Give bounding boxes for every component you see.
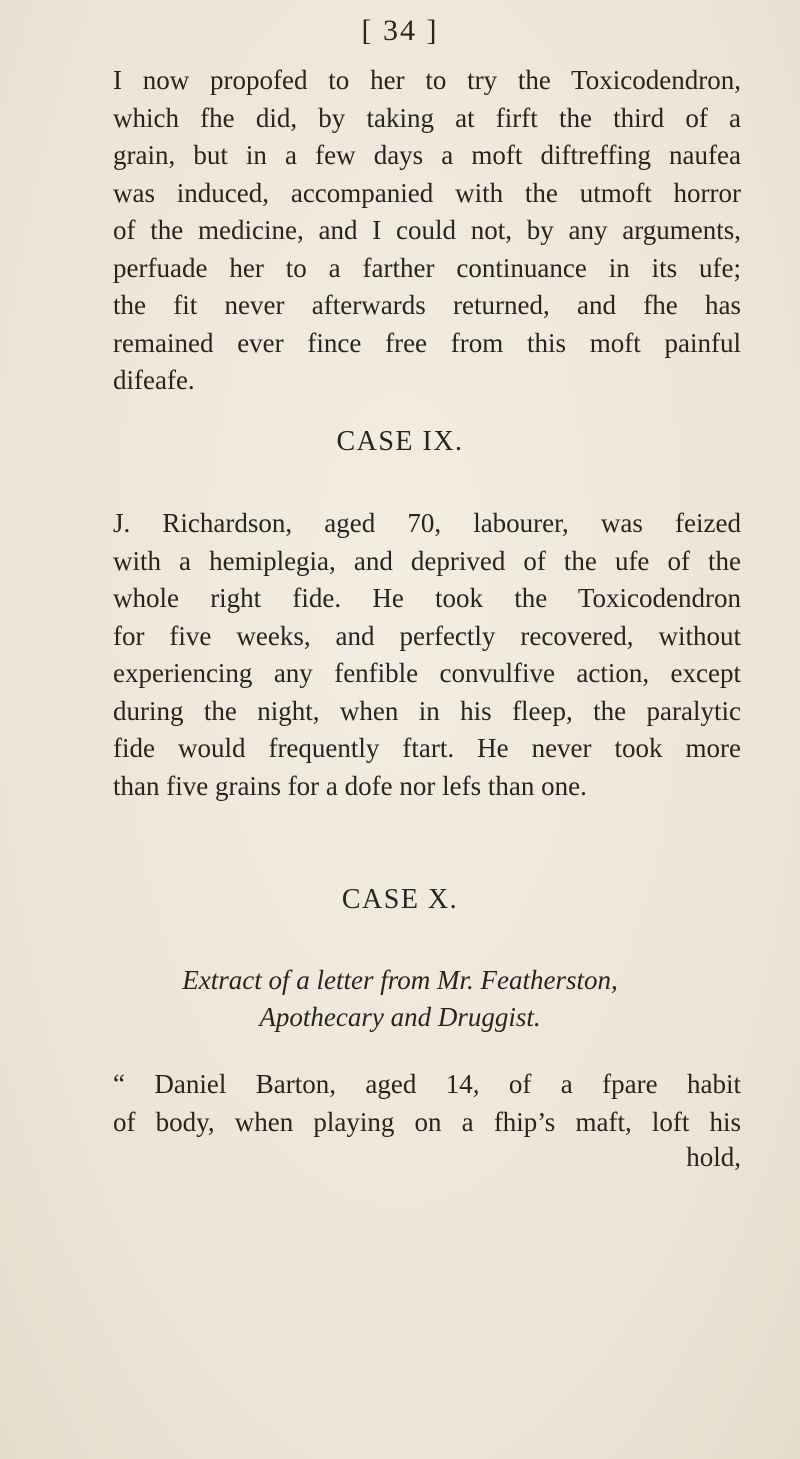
paragraph-case9 bbox=[113, 505, 741, 805]
text-line: which fhe did, by taking at firft the third of a bbox=[113, 102, 741, 133]
case-ix-heading: CASE IX. bbox=[336, 426, 464, 457]
text-line: than five grains for a dofe nor lefs than one. bbox=[113, 770, 587, 801]
text-line: for five weeks, and perfectly recovered, without bbox=[113, 620, 741, 651]
case-x-heading: CASE X. bbox=[341, 884, 459, 915]
text-line: of the medicine, and I could not, by any arguments, bbox=[113, 215, 741, 245]
text-line: “ Daniel Barton, aged 14, of a fpare habit bbox=[113, 1069, 741, 1099]
text-line: I now propofed to her to try the Toxicodendron, bbox=[113, 65, 741, 95]
text-line: perfuade her to a farther continuance in its ufe; bbox=[113, 252, 741, 283]
text-line: experiencing any fenfible convulfive action, except bbox=[113, 658, 741, 688]
page-number-header: [ 34 ] bbox=[361, 14, 439, 47]
text-line: the fit never afterwards returned, and fhe has bbox=[113, 290, 741, 320]
text-line: fide would frequently ftart. He never took more bbox=[113, 733, 741, 763]
text-line: difeafe. bbox=[113, 365, 195, 395]
catchword: hold, bbox=[686, 1142, 741, 1172]
subtitle-line: Apothecary and Druggist. bbox=[259, 1002, 541, 1032]
text-line: with a hemiplegia, and deprived of the ufe of the bbox=[113, 545, 741, 576]
letter-extract-subtitle bbox=[0, 962, 800, 1036]
text-line: J. Richardson, aged 70, labourer, was feized bbox=[113, 508, 741, 538]
text-line: remained ever fince free from this moft painful bbox=[113, 327, 741, 358]
text-line: of body, when playing on a fhip’s maft, loft his bbox=[113, 1106, 741, 1137]
paragraph-case10 bbox=[113, 1066, 741, 1141]
text-line: grain, but in a few days a moft diftreffing naufea bbox=[113, 140, 741, 170]
text-line: was induced, accompanied with the utmoft horror bbox=[113, 177, 741, 208]
subtitle-line: Extract of a letter from Mr. Featherston, bbox=[182, 965, 618, 995]
paragraph-case8-end bbox=[113, 62, 741, 400]
text-line: during the night, when in his fleep, the paralytic bbox=[113, 695, 741, 726]
text-line: whole right fide. He took the Toxicodendron bbox=[113, 583, 741, 613]
